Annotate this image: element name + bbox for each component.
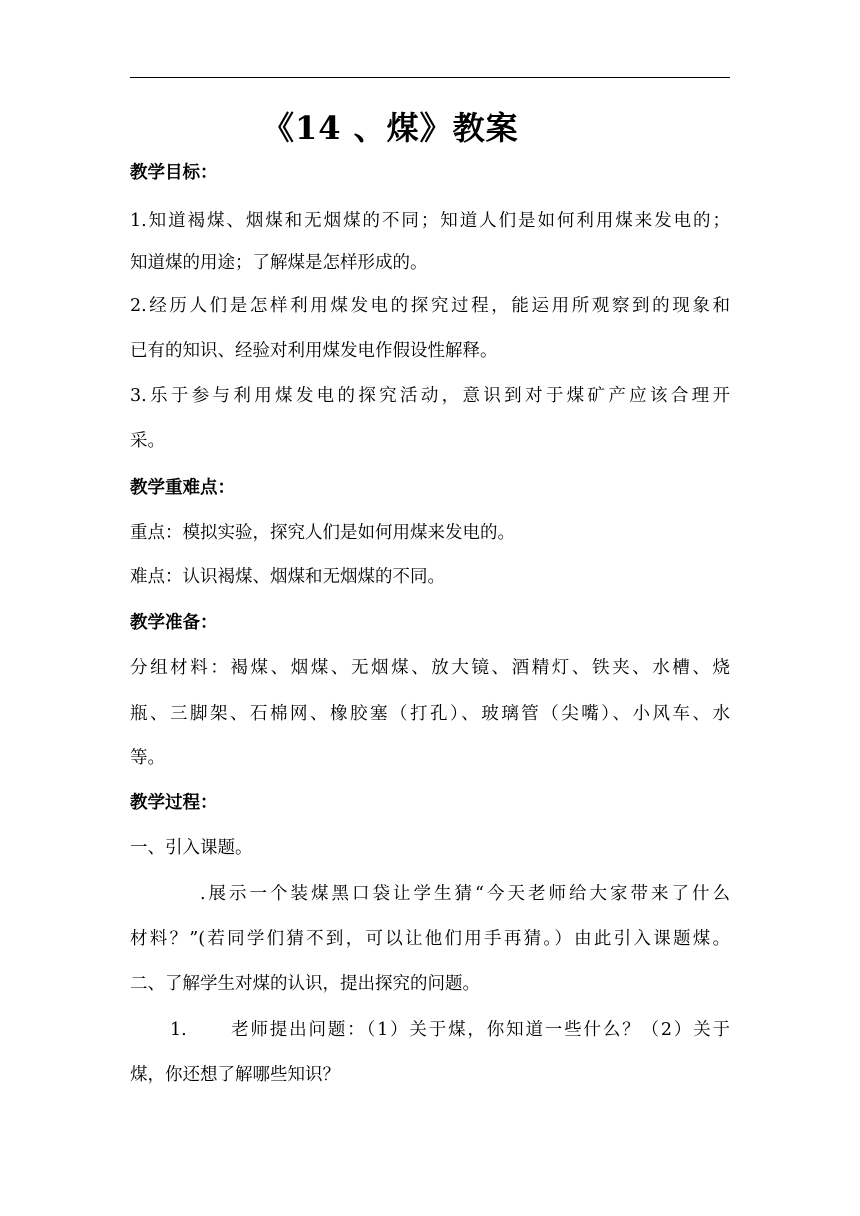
body-line: 重点：模拟实验，探究人们是如何用煤来发电的。 — [130, 523, 515, 543]
body-line: 煤，你还想了解哪些知识？ — [130, 1065, 340, 1085]
body-line: 材料？”(若同学们猜不到，可以让他们用手再猜。）由此引入课题煤。 — [130, 929, 730, 949]
body-line: 一、引入课题。 — [130, 838, 253, 858]
body-line: 二、了解学生对煤的认识，提出探究的问题。 — [130, 974, 480, 994]
body-line: 3.乐于参与利用煤发电的探究活动，意识到对于煤矿产应该合理开 — [130, 386, 730, 406]
body-line: 瓶、三脚架、石棉网、橡胶塞（打孔）、玻璃管（尖嘴）、小风车、水 — [130, 704, 730, 724]
body-line: .展示一个装煤黑口袋让学生猜“今天老师给大家带来了什么 — [200, 884, 730, 904]
body-line: 难点：认识褐煤、烟煤和无烟煤的不同。 — [130, 567, 445, 587]
header-rule — [130, 77, 730, 78]
heading-preparation: 教学准备： — [130, 613, 218, 633]
body-line: 1.知道褐煤、烟煤和无烟煤的不同；知道人们是如何利用煤来发电的； — [130, 211, 730, 231]
body-line: 已有的知识、经验对利用煤发电作假设性解释。 — [130, 341, 498, 361]
page-title: 《14 、煤》教案 — [262, 109, 519, 147]
body-line: 等。 — [130, 748, 165, 768]
body-line: 采。 — [130, 431, 165, 451]
body-line: 1. 老师提出问题：（1）关于煤，你知道一些什么？（2）关于 — [170, 1020, 730, 1040]
heading-process: 教学过程： — [130, 793, 218, 813]
heading-key-points: 教学重难点： — [130, 478, 235, 498]
heading-teaching-goals: 教学目标： — [130, 163, 218, 183]
body-line: 2.经历人们是怎样利用煤发电的探究过程，能运用所观察到的现象和 — [130, 296, 730, 316]
body-line: 知道煤的用途；了解煤是怎样形成的。 — [130, 253, 428, 273]
body-line: 分组材料：褐煤、烟煤、无烟煤、放大镜、酒精灯、铁夹、水槽、烧 — [130, 658, 730, 678]
